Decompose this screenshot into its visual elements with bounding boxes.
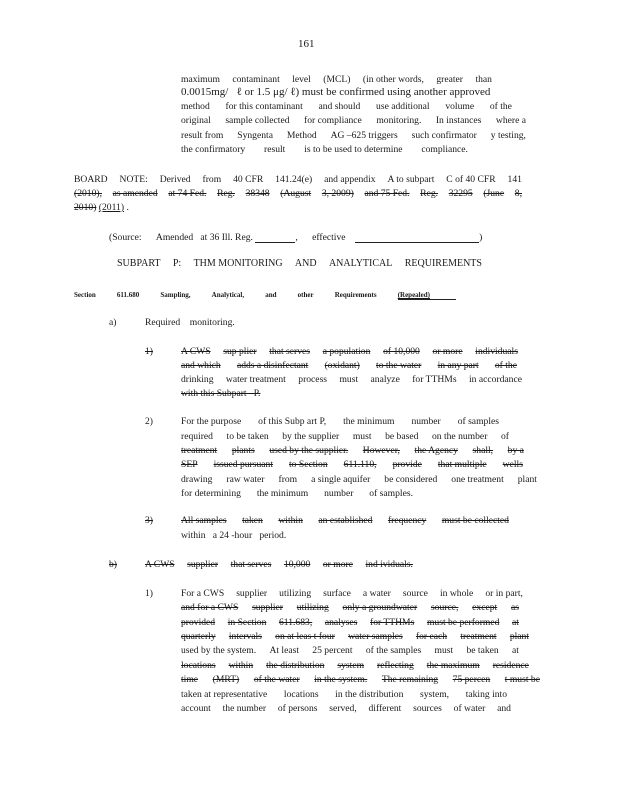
word: in whole — [439, 588, 474, 599]
item-a1-line-4: with this Subpart P. — [181, 388, 261, 399]
word: analyses — [324, 617, 358, 628]
item-b1-line-4 — [181, 631, 529, 643]
word: utilizing — [279, 588, 312, 599]
word: that multiple — [437, 459, 487, 470]
word: original — [181, 115, 211, 126]
word: system, — [420, 689, 450, 700]
word: (2010), — [74, 188, 102, 199]
word: adds a disinfectant — [236, 360, 309, 371]
word: A CWS — [145, 559, 175, 570]
word: 611.110, — [343, 459, 377, 470]
word: in Section — [227, 617, 267, 628]
word: THM MONITORING — [193, 258, 283, 269]
para1-line-5 — [181, 130, 526, 142]
word: issued pursuant — [213, 459, 273, 470]
word: for determining — [181, 488, 241, 499]
word: such confirmator — [411, 130, 477, 141]
word: at — [512, 617, 519, 628]
word: A CWS — [181, 346, 211, 357]
subsection-a-marker: a) — [109, 317, 117, 328]
word: source — [402, 588, 428, 599]
word: In instances — [435, 115, 482, 126]
subsection-b-text — [145, 559, 413, 571]
word: of the samples — [365, 645, 422, 656]
word: that serves — [269, 346, 311, 357]
effective-date-blank — [355, 232, 479, 243]
word: from — [278, 474, 298, 485]
word: result — [264, 144, 286, 155]
register-page-blank — [255, 232, 295, 243]
word: At least — [269, 645, 300, 656]
word: process — [298, 374, 328, 385]
word: within — [228, 660, 254, 671]
page-number: 161 — [298, 38, 315, 50]
word: C of 40 CFR — [446, 174, 496, 185]
word: or more — [432, 346, 463, 357]
word: Reg. — [420, 188, 439, 199]
word: system — [337, 660, 365, 671]
section-heading-underline — [398, 299, 456, 300]
word: or in part, — [485, 588, 523, 599]
word: sample collected — [225, 115, 290, 126]
word: 141.24(e) — [275, 174, 313, 185]
word: except — [472, 602, 498, 613]
word: sources — [413, 703, 442, 714]
word: the number — [222, 703, 267, 714]
word: of — [500, 431, 509, 442]
item-a2-marker: 2) — [145, 416, 153, 427]
word: and should — [318, 101, 361, 112]
word: monitoring. — [376, 115, 422, 126]
item-a1-line-1 — [181, 346, 518, 358]
word: in the distribution — [335, 689, 404, 700]
para1-line-2: 0.0015mg/ ℓ or 1.5 μg/ ℓ) must be confirmed using another approved — [181, 86, 491, 98]
word: is to be used to determine — [304, 144, 403, 155]
word: for TTHMs — [370, 617, 415, 628]
word: for compliance — [304, 115, 362, 126]
word: contaminant — [232, 74, 280, 85]
word: Derived — [159, 174, 191, 185]
word: and for a CWS — [181, 602, 239, 613]
word: taken at representative — [181, 689, 268, 700]
para1-line-3 — [181, 101, 512, 113]
word: be based — [385, 431, 419, 442]
word: t must be — [504, 674, 540, 685]
word: a single aquifer — [311, 474, 371, 485]
word: 3, 2009) — [321, 188, 354, 199]
word: or more — [322, 559, 353, 570]
item-b1-line-7 — [181, 674, 540, 686]
word: Method — [286, 130, 317, 141]
word: residence — [492, 660, 529, 671]
word: and 75 Fed. — [364, 188, 410, 199]
word: AG –625 triggers — [330, 130, 398, 141]
word: of persons — [277, 703, 318, 714]
word: SEP — [181, 459, 198, 470]
word: for this contaminant — [225, 101, 303, 112]
word: the distribution — [266, 660, 325, 671]
word: 40 CFR — [233, 174, 264, 185]
word: must — [339, 374, 359, 385]
word: 141 — [507, 174, 522, 185]
word: y testing, — [490, 130, 526, 141]
item-b1-line-3 — [181, 617, 519, 629]
source-line: (Source: Amended at 36 Ill. Reg. , effective ) — [109, 232, 483, 243]
word: provided — [181, 617, 216, 628]
word: supplier — [236, 588, 268, 599]
word: supplier — [187, 559, 219, 570]
word: at — [511, 645, 519, 656]
word: a water — [362, 588, 391, 599]
word: of 10,000 — [383, 346, 420, 357]
word: must be performed — [426, 617, 500, 628]
item-a3-marker: 3) — [145, 515, 153, 526]
word: For the purpose — [181, 416, 242, 427]
item-a1-marker: 1) — [145, 346, 153, 357]
word: one treatment — [451, 474, 504, 485]
word: 611.683, — [279, 617, 313, 628]
item-a2-line-2 — [181, 431, 509, 443]
word: and appendix — [324, 174, 376, 185]
word: All samples — [181, 515, 227, 526]
item-b1-line-8 — [181, 689, 507, 701]
item-a2-line-3 — [181, 445, 524, 457]
word: of this Subp art P, — [258, 416, 327, 427]
word: 38348 — [245, 188, 270, 199]
word: treatment — [181, 445, 218, 456]
word: sup plier — [223, 346, 257, 357]
word: must — [352, 431, 372, 442]
subpart-heading — [117, 258, 482, 270]
word: reflecting — [377, 660, 414, 671]
item-a2-line-5 — [181, 474, 537, 486]
item-a3-line-2: within a 24 -hour period. — [181, 530, 287, 541]
word: plant — [509, 631, 529, 642]
word: number — [324, 488, 354, 499]
word: water treatment — [225, 374, 286, 385]
word: be taken — [466, 645, 499, 656]
word: in any part — [437, 360, 479, 371]
word: for each — [415, 631, 448, 642]
word: AND — [294, 258, 317, 269]
item-b1-line-1 — [181, 588, 523, 600]
subsection-b-marker: b) — [109, 559, 117, 570]
item-a3-line-1 — [181, 515, 509, 527]
word: at 74 Fed. — [168, 188, 207, 199]
word: 8, — [514, 188, 522, 199]
word: compliance. — [421, 144, 468, 155]
word: to the water — [376, 360, 422, 371]
word: quarterly — [181, 631, 216, 642]
word: than — [475, 74, 492, 85]
word: taking into — [465, 689, 507, 700]
word: an established — [318, 515, 373, 526]
word: within — [278, 515, 303, 526]
word: 10,000 — [283, 559, 311, 570]
word: utilizing — [296, 602, 329, 613]
word: For a CWS — [181, 588, 225, 599]
word: wells — [502, 459, 523, 470]
word: a population — [322, 346, 371, 357]
word: The remaining — [381, 674, 439, 685]
word: (in other words, — [362, 74, 424, 85]
word: 25 percent — [312, 645, 353, 656]
word: to be taken — [226, 431, 269, 442]
word: account — [181, 703, 211, 714]
word: A to subpart — [387, 174, 435, 185]
word: of the water — [253, 674, 300, 685]
word: the minimum — [256, 488, 309, 499]
word: 32295 — [448, 188, 473, 199]
item-b1-marker: 1) — [145, 588, 153, 599]
word: supplier — [252, 602, 283, 613]
word: surface — [323, 588, 351, 599]
word: However, — [362, 445, 400, 456]
word: in accordance — [468, 374, 522, 385]
word: (MRT) — [212, 674, 240, 685]
word: on at leas t four — [275, 631, 335, 642]
word: P: — [172, 258, 182, 269]
word: of the — [489, 101, 512, 112]
item-a2-line-4 — [181, 459, 523, 471]
word: that serves — [230, 559, 272, 570]
word: different — [368, 703, 402, 714]
word: used by the supplier. — [269, 445, 349, 456]
word: in the system. — [314, 674, 368, 685]
word: the minimum — [343, 416, 395, 427]
section-heading: Section 611.680 Sampling, Analytical, and other Requirements (Repealed) — [74, 291, 430, 299]
board-note-line-3: 2010) (2011) . — [74, 202, 129, 213]
word: of samples — [457, 416, 499, 427]
word: result from — [181, 130, 224, 141]
word: as — [510, 602, 519, 613]
new-year: (2011) — [98, 202, 125, 213]
para1-line-6 — [181, 144, 468, 156]
word: volume — [445, 101, 475, 112]
word: Reg. — [217, 188, 235, 199]
para1-line-1 — [181, 74, 492, 86]
word: only a groundwater — [342, 602, 418, 613]
word: REQUIREMENTS — [404, 258, 482, 269]
word: greater — [436, 74, 464, 85]
word: (August — [280, 188, 312, 199]
word: of the — [494, 360, 517, 371]
item-a2-line-6 — [181, 488, 413, 500]
word: by the supplier — [282, 431, 340, 442]
word: source, — [430, 602, 459, 613]
word: intervals — [228, 631, 262, 642]
struck-year: 2010) — [74, 202, 97, 213]
word: time — [181, 674, 199, 685]
word: BOARD — [74, 174, 108, 185]
word: for TTHMs — [412, 374, 457, 385]
word: use additional — [376, 101, 430, 112]
word: must — [434, 645, 454, 656]
word: of water — [453, 703, 486, 714]
word: NOTE: — [119, 174, 148, 185]
word: ANALYTICAL — [328, 258, 393, 269]
word: raw water — [226, 474, 265, 485]
word: taken — [242, 515, 263, 526]
word: must be collected — [441, 515, 509, 526]
word: used by the system. — [181, 645, 257, 656]
word: provide — [392, 459, 422, 470]
word: analyze — [370, 374, 400, 385]
word: locations — [283, 689, 319, 700]
item-a1-line-3 — [181, 374, 522, 386]
word: where a — [495, 115, 526, 126]
word: (MCL) — [323, 74, 351, 85]
word: of samples. — [369, 488, 413, 499]
item-a2-line-1 — [181, 416, 499, 428]
word: SUBPART — [117, 258, 161, 269]
word: be considered — [384, 474, 438, 485]
word: ind ividuals. — [365, 559, 413, 570]
item-b1-line-6 — [181, 660, 529, 672]
word: and which — [181, 360, 221, 371]
word: number — [411, 416, 441, 427]
word: maximum — [181, 74, 220, 85]
word: (June — [483, 188, 505, 199]
para1-line-4 — [181, 115, 526, 127]
word: on the number — [431, 431, 488, 442]
word: drinking — [181, 374, 214, 385]
board-note-line-2-struck — [74, 188, 522, 200]
word: (oxidant) — [324, 360, 360, 371]
word: served, — [329, 703, 357, 714]
word: treatment — [460, 631, 497, 642]
word: the confirmatory — [181, 144, 246, 155]
item-a1-line-2 — [181, 360, 517, 372]
word: the maximum — [426, 660, 480, 671]
word: method — [181, 101, 210, 112]
word: individuals — [475, 346, 518, 357]
word: as amended — [112, 188, 158, 199]
item-b1-line-9 — [181, 703, 511, 715]
word: plants — [231, 445, 255, 456]
word: and — [497, 703, 511, 714]
word: to Section — [289, 459, 328, 470]
word: 75 percen — [452, 674, 491, 685]
word: locations — [181, 660, 216, 671]
board-note-line-1 — [74, 174, 522, 186]
word: frequency — [387, 515, 427, 526]
word: shall, — [472, 445, 494, 456]
word: drawing — [181, 474, 213, 485]
word: required — [181, 431, 213, 442]
subsection-a-text: Required monitoring. — [145, 317, 235, 328]
item-b1-line-2 — [181, 602, 519, 614]
word: water samples — [348, 631, 403, 642]
item-b1-line-5 — [181, 645, 519, 657]
word: level — [292, 74, 311, 85]
word: from — [202, 174, 222, 185]
word: the Agency — [414, 445, 458, 456]
word: by a — [507, 445, 524, 456]
word: Syngenta — [237, 130, 273, 141]
word: plant — [517, 474, 537, 485]
